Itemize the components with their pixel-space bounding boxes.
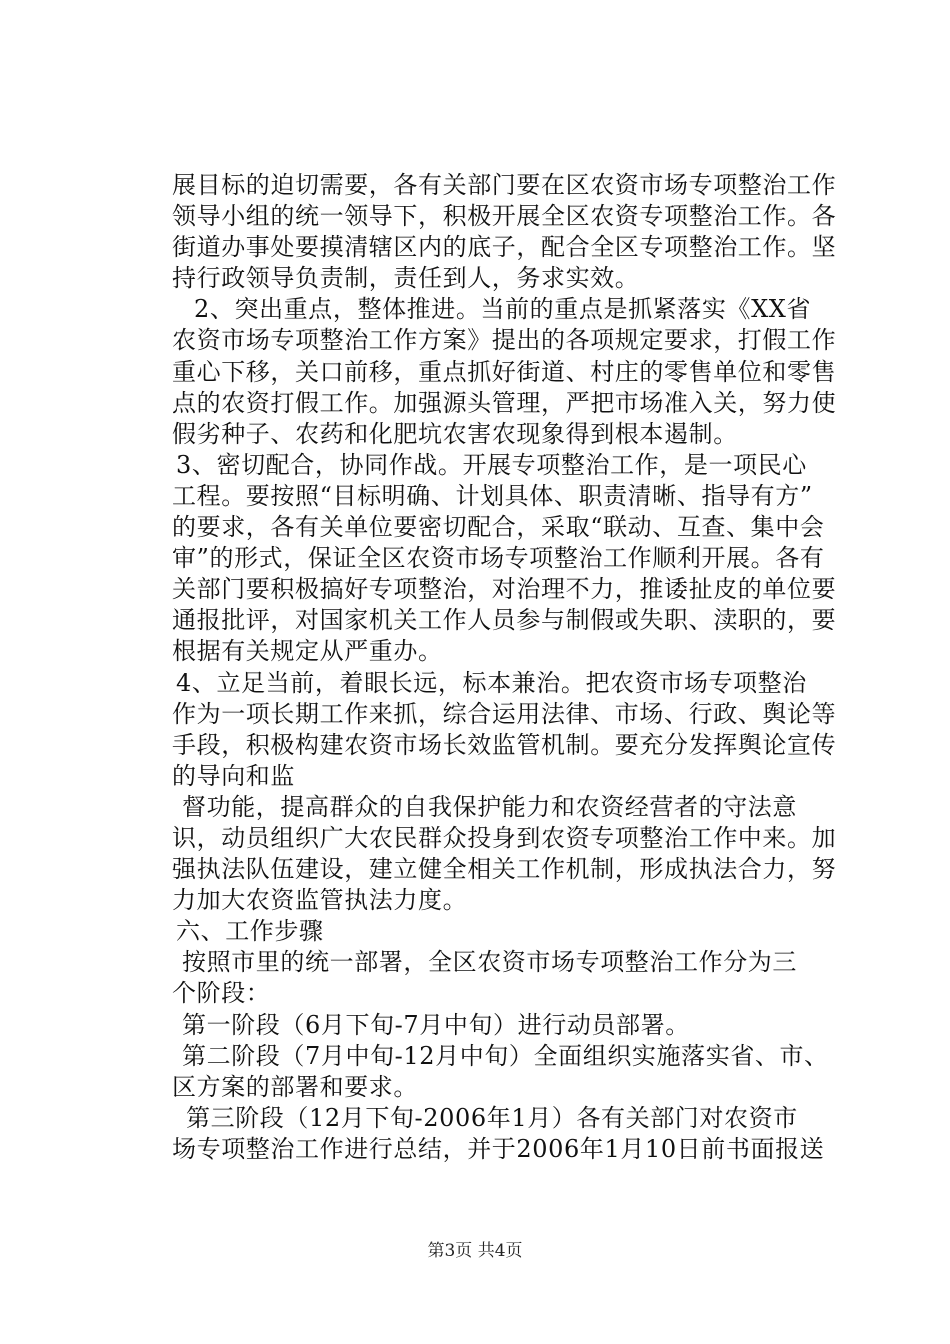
- text-line: 强执法队伍建设，建立健全相关工作机制，形成执法合力，努: [172, 855, 837, 884]
- text-line: 持行政领导负责制，责任到人，务求实效。: [172, 264, 640, 293]
- text-line: 关部门要积极搞好专项整治，对治理不力，推诿扯皮的单位要: [172, 575, 837, 604]
- text-line: 重心下移，关口前移，重点抓好街道、村庄的零售单位和零售: [172, 357, 837, 386]
- page-footer: 第3页 共4页: [427, 1241, 523, 1261]
- text-line: 按照市里的统一部署，全区农资市场专项整治工作分为三: [182, 948, 797, 977]
- text-line: 3、密切配合，协同作战。开展专项整治工作，是一项民心: [176, 450, 807, 479]
- text-line: 第二阶段（7月中旬-12月中旬）全面组织实施落实省、市、: [182, 1041, 829, 1070]
- text-line: 力加大农资监管执法力度。: [172, 886, 468, 915]
- text-line: 领导小组的统一领导下，积极开展全区农资专项整治工作。各: [172, 202, 837, 231]
- text-line: 个阶段：: [172, 979, 271, 1008]
- text-line: 4、立足当前，着眼长远，标本兼治。把农资市场专项整治: [176, 668, 807, 697]
- text-line: 审”的形式，保证全区农资市场专项整治工作顺利开展。各有: [172, 544, 825, 573]
- text-line: 通报批评，对国家机关工作人员参与制假或失职、渎职的，要: [172, 606, 837, 635]
- text-line: 工程。要按照“目标明确、计划具体、职责清晰、指导有方”: [172, 481, 813, 510]
- text-line: 场专项整治工作进行总结，并于2006年1月10日前书面报送: [172, 1134, 825, 1163]
- text-line: 农资市场专项整治工作方案》提出的各项规定要求，打假工作: [172, 326, 837, 355]
- document-body: [172, 170, 837, 1165]
- text-line: 街道办事处要摸清辖区内的底子，配合全区专项整治工作。坚: [172, 233, 837, 262]
- text-line: 假劣种子、农药和化肥坑农害农现象得到根本遏制。: [172, 419, 738, 448]
- text-line: 六、工作步骤: [176, 917, 324, 946]
- text-line: 督功能，提高群众的自我保护能力和农资经营者的守法意: [182, 792, 797, 821]
- text-line: 手段，积极构建农资市场长效监管机制。要充分发挥舆论宣传: [172, 730, 837, 759]
- text-line: 的导向和监: [172, 761, 295, 790]
- text-line: 2、突出重点，整体推进。当前的重点是抓紧落实《XX省: [194, 295, 812, 324]
- text-line: 展目标的迫切需要，各有关部门要在区农资市场专项整治工作: [172, 171, 837, 199]
- text-line: 点的农资打假工作。加强源头管理，严把市场准入关，努力使: [172, 388, 837, 417]
- text-line: 的要求，各有关单位要密切配合，采取“联动、互查、集中会: [172, 513, 825, 542]
- text-line: 第三阶段（12月下旬-2006年1月）各有关部门对农资市: [186, 1103, 798, 1132]
- text-line: 识，动员组织广大农民群众投身到农资专项整治工作中来。加: [172, 823, 837, 852]
- text-line: 作为一项长期工作来抓，综合运用法律、市场、行政、舆论等: [172, 699, 837, 728]
- text-line: 根据有关规定从严重办。: [172, 637, 443, 666]
- text-line: 第一阶段（6月下旬-7月中旬）进行动员部署。: [182, 1010, 690, 1039]
- text-line: 区方案的部署和要求。: [172, 1072, 418, 1101]
